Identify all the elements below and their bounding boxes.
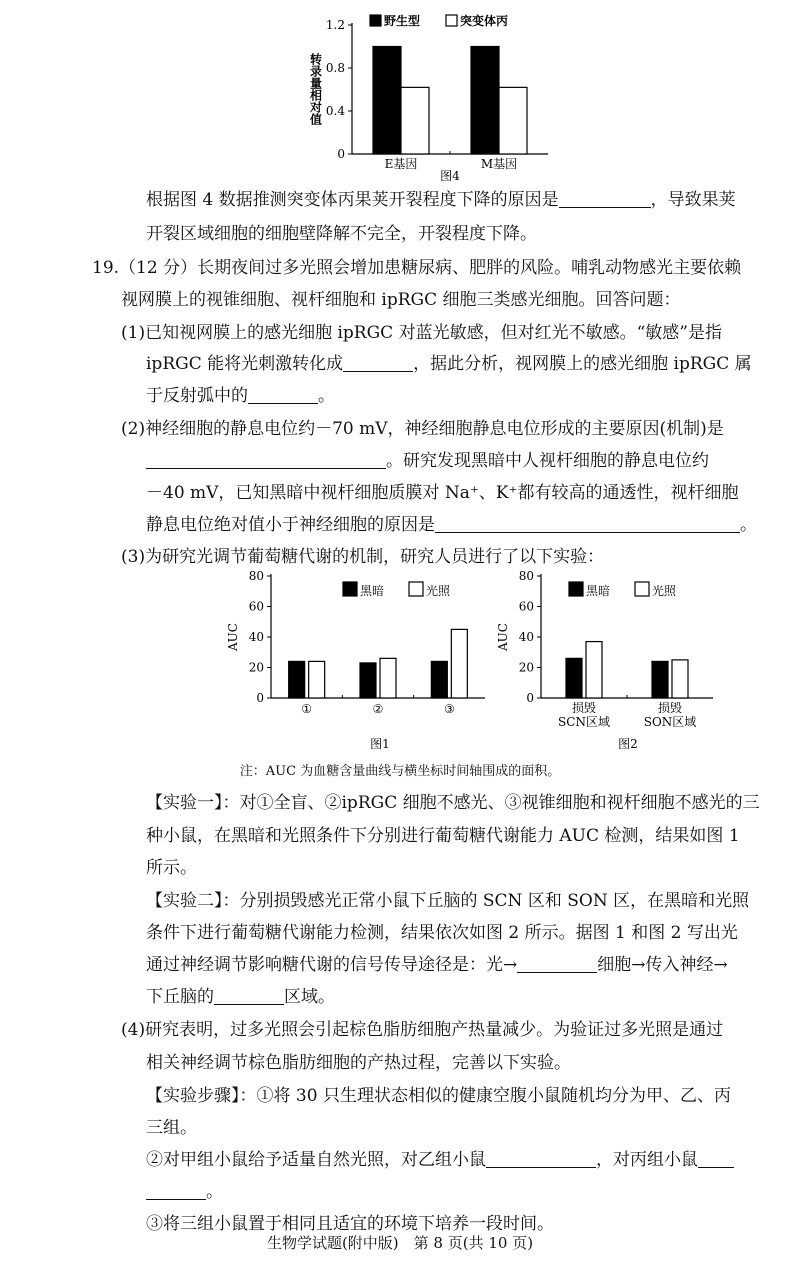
- paragraph-line: [146, 188, 736, 212]
- bar-light: [401, 87, 429, 154]
- paragraph-line: [146, 513, 757, 537]
- paragraph-line: 条件下进行葡萄糖代谢能力检测，结果依次如图 2 所示。据图 1 和图 2 写出光: [146, 923, 738, 943]
- text-span: 。研究发现黑暗中人视杆细胞的静息电位约: [386, 451, 709, 471]
- answer-blank[interactable]: [146, 450, 386, 469]
- subquestion-4: (4)研究表明，过多光照会引起棕色脂肪细胞产热量减少。为验证过多光照是通过: [121, 1020, 724, 1040]
- x-category-label: SCN区域: [558, 715, 610, 729]
- legend-label: 野生型: [384, 14, 421, 28]
- bar-dark: [289, 661, 305, 698]
- page-footer: 生物学试题(附中版) 第 8 页(共 10 页): [266, 1234, 534, 1252]
- answer-blank[interactable]: [486, 1149, 596, 1168]
- legend-label: 黑暗: [360, 584, 385, 598]
- text-span: 根据图 4 数据推测突变体丙果荚开裂程度下降的原因是: [146, 190, 559, 210]
- y-tick-label: 20: [518, 660, 534, 675]
- x-category-label: 损毁: [657, 701, 683, 715]
- answer-blank[interactable]: [559, 189, 651, 208]
- paragraph-line: [146, 384, 335, 408]
- paragraph-line: [146, 352, 752, 376]
- x-category-label: ①: [301, 702, 313, 716]
- text-span: 。: [740, 515, 757, 535]
- legend-label: 黑暗: [586, 584, 611, 598]
- question-19-stem: 19.（12 分）长期夜间过多光照会增加患糖尿病、肥胖的风险。哺乳动物感光主要依赖: [92, 258, 742, 278]
- x-category-label: ②: [372, 702, 384, 716]
- answer-blank[interactable]: [435, 514, 740, 533]
- legend-swatch: [343, 582, 357, 596]
- bar-dark: [566, 658, 582, 698]
- figure-caption: 图1: [370, 737, 390, 751]
- legend-swatch: [569, 582, 583, 596]
- text-span: 静息电位绝对值小于神经细胞的原因是: [146, 515, 435, 535]
- legend-label: 光照: [426, 584, 451, 598]
- x-category-label: ③: [443, 702, 455, 716]
- x-category-label: E基因: [384, 157, 418, 171]
- text-span: ，据此分析，视网膜上的感光细胞 ipRGC 属: [413, 354, 752, 374]
- bar-light: [586, 642, 602, 698]
- y-axis-label: 转: [309, 52, 323, 67]
- y-tick-label: 20: [248, 660, 264, 675]
- legend-label: 突变体丙: [460, 14, 509, 28]
- legend-swatch: [635, 582, 649, 596]
- text-span: 。: [318, 386, 335, 406]
- y-axis-label: 相: [309, 88, 323, 103]
- y-tick-label: 0: [526, 691, 534, 705]
- bar-dark: [373, 47, 401, 155]
- y-axis-label: 对: [309, 100, 323, 115]
- text-span: ，对丙组小鼠: [596, 1150, 698, 1170]
- legend-swatch: [446, 15, 457, 26]
- y-axis-label: AUC: [226, 623, 240, 651]
- experiment-1: 【实验一】：对①全盲、②ipRGC 细胞不感光、③视锥细胞和视杆细胞不感光的三: [146, 793, 760, 813]
- paragraph-line: [146, 1180, 223, 1204]
- paragraph-line: 相关神经调节棕色脂肪细胞的产热过程，完善以下实验。: [146, 1053, 571, 1073]
- figure1-chart: [225, 562, 490, 754]
- figure-caption: 图4: [440, 169, 460, 183]
- answer-blank[interactable]: [698, 1149, 734, 1168]
- bar-light: [309, 661, 325, 698]
- paragraph-line: 开裂区域细胞的细胞壁降解不完全，开裂程度下降。: [146, 224, 537, 244]
- paragraph-line: ③将三组小鼠置于相同且适宜的环境下培养一段时间。: [146, 1214, 554, 1234]
- y-tick-label: 1.2: [325, 18, 345, 32]
- y-tick-label: 40: [518, 630, 534, 644]
- y-tick-label: 60: [248, 599, 264, 614]
- bar-light: [451, 629, 467, 698]
- answer-blank[interactable]: [214, 986, 284, 1005]
- paragraph-line: 视网膜上的视锥细胞、视杆细胞和 ipRGC 细胞三类感光细胞。回答问题：: [121, 290, 681, 310]
- text-span: ，导致果荚: [650, 190, 736, 210]
- paragraph-line: [146, 953, 728, 977]
- figure-caption: 图2: [618, 737, 638, 751]
- bar-dark: [471, 47, 499, 155]
- y-tick-label: 0: [337, 147, 345, 161]
- text-span: 于反射弧中的: [146, 386, 248, 406]
- y-axis-label: 录: [309, 64, 323, 79]
- y-tick-label: 0: [256, 691, 264, 705]
- legend-swatch: [409, 582, 423, 596]
- figure4-chart: [300, 5, 560, 185]
- answer-blank[interactable]: [146, 1181, 206, 1200]
- y-axis-label: 值: [309, 112, 323, 127]
- text-span: 细胞→传入神经→: [597, 955, 728, 975]
- bar-dark: [360, 663, 376, 698]
- paragraph-line: [146, 1148, 734, 1172]
- experiment-2: 【实验二】：分别损毁感光正常小鼠下丘脑的 SCN 区和 SON 区，在黑暗和光照: [146, 891, 750, 911]
- bar-light: [499, 87, 527, 154]
- text-span: ②对甲组小鼠给予适量自然光照，对乙组小鼠: [146, 1150, 486, 1170]
- figure-note: 注：AUC 为血糖含量曲线与横坐标时间轴围成的面积。: [239, 764, 561, 779]
- paragraph-line: 所示。: [146, 858, 197, 878]
- y-tick-label: 80: [248, 569, 264, 583]
- text-span: 区域。: [284, 987, 335, 1007]
- y-axis-label: 量: [309, 76, 323, 91]
- paragraph-line: －40 mV，已知黑暗中视杆细胞质膜对 Na⁺、K⁺都有较高的通透性，视杆细胞: [146, 483, 739, 503]
- text-span: 通过神经调节影响糖代谢的信号传导途径是：光→: [146, 955, 518, 975]
- text-span: 下丘脑的: [146, 987, 214, 1007]
- subquestion-2: (2)神经细胞的静息电位约－70 mV，神经细胞静息电位形成的主要原因(机制)是: [121, 419, 724, 439]
- text-span: ipRGC 能将光刺激转化成: [146, 354, 344, 374]
- paragraph-line: [146, 985, 335, 1009]
- bar-light: [672, 660, 688, 698]
- paragraph-line: 种小鼠，在黑暗和光照条件下分别进行葡萄糖代谢能力 AUC 检测，结果如图 1: [146, 826, 740, 846]
- figure2-chart: [495, 562, 720, 754]
- legend-swatch: [370, 15, 381, 26]
- y-axis-label: AUC: [496, 623, 510, 651]
- y-tick-label: 0.8: [325, 61, 345, 75]
- subquestion-1: (1)已知视网膜上的感光细胞 ipRGC 对蓝光敏感，但对红光不敏感。“敏感”是指: [121, 323, 722, 343]
- y-tick-label: 80: [518, 569, 534, 583]
- experiment-steps: 【实验步骤】：①将 30 只生理状态相似的健康空腹小鼠随机均分为甲、乙、丙: [146, 1086, 731, 1106]
- answer-blank[interactable]: [517, 954, 597, 973]
- paragraph-line: 三组。: [146, 1118, 197, 1138]
- bar-light: [380, 658, 396, 698]
- answer-blank[interactable]: [343, 353, 413, 372]
- y-tick-label: 40: [248, 630, 264, 644]
- y-tick-label: 0.4: [325, 104, 345, 118]
- x-category-label: SON区域: [643, 715, 697, 729]
- x-category-label: 损毁: [571, 701, 597, 715]
- bar-dark: [431, 661, 447, 698]
- x-category-label: M基因: [480, 157, 518, 171]
- paragraph-line: [146, 449, 709, 473]
- subquestion-3: (3)为研究光调节葡萄糖代谢的机制，研究人员进行了以下实验：: [121, 547, 605, 567]
- bar-dark: [652, 661, 668, 698]
- answer-blank[interactable]: [248, 385, 318, 404]
- text-span: 。: [206, 1182, 223, 1202]
- legend-label: 光照: [652, 584, 677, 598]
- y-tick-label: 60: [518, 599, 534, 614]
